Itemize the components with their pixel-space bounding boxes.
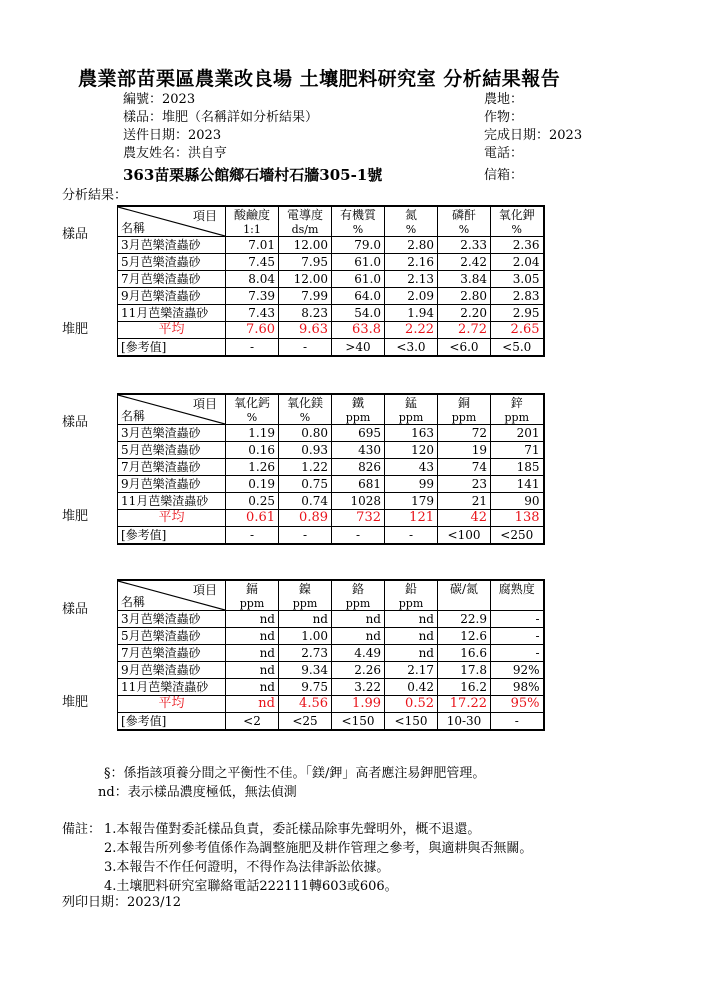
- side-label-compost-3: 堆肥: [62, 695, 89, 710]
- side-label-sample-3: 樣品: [62, 602, 89, 617]
- value-cell: 98%: [491, 679, 544, 696]
- column-header: 磷酐: [438, 206, 491, 223]
- value-cell: 141: [491, 476, 544, 493]
- corner-header: [118, 394, 226, 425]
- value-cell: 0.25: [226, 493, 279, 510]
- value-cell: 79.0: [332, 237, 385, 254]
- value-cell: 19: [438, 442, 491, 459]
- table-row: [118, 493, 544, 510]
- reference-value: <5.0: [491, 339, 544, 357]
- column-header: 鉻: [332, 580, 385, 597]
- value-cell: 61.0: [332, 254, 385, 271]
- column-header: 酸鹼度: [226, 206, 279, 223]
- table-row: [118, 611, 544, 628]
- table-row: [118, 476, 544, 493]
- print-date: 列印日期：2023/12: [62, 895, 182, 910]
- average-row: [118, 510, 544, 527]
- value-cell: 2.80: [438, 288, 491, 305]
- reference-value: <3.0: [385, 339, 438, 357]
- value-cell: nd: [332, 628, 385, 645]
- column-unit: %: [438, 223, 491, 237]
- value-cell: 12.6: [438, 628, 491, 645]
- value-cell: 4.49: [332, 645, 385, 662]
- value-cell: 12.00: [279, 237, 332, 254]
- remark-1: 1.本報告僅對委託樣品負責，委託樣品除事先聲明外，概不退還。: [104, 822, 481, 837]
- crop-field: 作物：: [484, 110, 524, 125]
- value-cell: 0.75: [279, 476, 332, 493]
- table-row: [118, 662, 544, 679]
- value-cell: 2.17: [385, 662, 438, 679]
- value-cell: 9.34: [279, 662, 332, 679]
- value-cell: 16.6: [438, 645, 491, 662]
- value-cell: nd: [385, 628, 438, 645]
- value-cell: 430: [332, 442, 385, 459]
- table-row: [118, 271, 544, 288]
- value-cell: 7.99: [279, 288, 332, 305]
- value-cell: 92%: [491, 662, 544, 679]
- column-unit: ppm: [385, 597, 438, 611]
- column-unit: ppm: [226, 597, 279, 611]
- value-cell: 681: [332, 476, 385, 493]
- value-cell: 179: [385, 493, 438, 510]
- average-label: 平均: [118, 510, 226, 527]
- table-row: [118, 425, 544, 442]
- column-header: 鎘: [226, 580, 279, 597]
- serial-number: 編號：2023: [123, 92, 196, 107]
- column-unit: %: [332, 223, 385, 237]
- value-cell: 7.01: [226, 237, 279, 254]
- value-cell: 3.22: [332, 679, 385, 696]
- column-unit: %: [226, 411, 279, 425]
- column-header: 氮: [385, 206, 438, 223]
- average-value: 0.61: [226, 510, 279, 527]
- sample-name: 11月芭樂渣蟲砂: [118, 305, 226, 322]
- column-header: 鎳: [279, 580, 332, 597]
- value-cell: 163: [385, 425, 438, 442]
- table-row: [118, 459, 544, 476]
- column-unit: %: [279, 411, 332, 425]
- sample-name: 5月芭樂渣蟲砂: [118, 254, 226, 271]
- column-header: 錳: [385, 394, 438, 411]
- value-cell: 185: [491, 459, 544, 476]
- column-unit: ppm: [438, 411, 491, 425]
- average-value: 121: [385, 510, 438, 527]
- value-cell: 3.05: [491, 271, 544, 288]
- column-header: 電導度: [279, 206, 332, 223]
- value-cell: nd: [226, 628, 279, 645]
- remark-4: 4.土壤肥料研究室聯絡電話222111轉603或606。: [104, 879, 398, 894]
- value-cell: 9.75: [279, 679, 332, 696]
- value-cell: 2.26: [332, 662, 385, 679]
- column-header: 氧化鈣: [226, 394, 279, 411]
- value-cell: 71: [491, 442, 544, 459]
- value-cell: 7.95: [279, 254, 332, 271]
- value-cell: 2.09: [385, 288, 438, 305]
- side-label-compost-1: 堆肥: [62, 322, 89, 337]
- reference-value: -: [491, 713, 544, 731]
- column-header: 鋅: [491, 394, 544, 411]
- average-value: 138: [491, 510, 544, 527]
- reference-value: -: [279, 339, 332, 357]
- reference-label: [參考值]: [118, 713, 226, 731]
- column-unit: %: [385, 223, 438, 237]
- sample-type: 樣品：堆肥（名稱詳如分析結果）: [123, 110, 319, 125]
- average-value: 42: [438, 510, 491, 527]
- value-cell: 2.33: [438, 237, 491, 254]
- sample-name: 7月芭樂渣蟲砂: [118, 645, 226, 662]
- average-value: 4.56: [279, 696, 332, 713]
- average-value: 0.89: [279, 510, 332, 527]
- table-row: [118, 645, 544, 662]
- value-cell: 7.39: [226, 288, 279, 305]
- side-label-sample-2: 樣品: [62, 415, 89, 430]
- value-cell: -: [491, 628, 544, 645]
- reference-label: [參考值]: [118, 339, 226, 357]
- column-unit: ppm: [385, 411, 438, 425]
- column-unit: ppm: [491, 411, 544, 425]
- column-unit: [438, 597, 491, 611]
- reference-value: <150: [385, 713, 438, 731]
- report-title: 農業部苗栗區農業改良場 土壤肥料研究室 分析結果報告: [78, 68, 561, 90]
- sample-name: 9月芭樂渣蟲砂: [118, 288, 226, 305]
- phone-field: 電話：: [484, 146, 524, 161]
- value-cell: 7.45: [226, 254, 279, 271]
- average-value: 1.99: [332, 696, 385, 713]
- reference-value: <2: [226, 713, 279, 731]
- value-cell: 54.0: [332, 305, 385, 322]
- value-cell: 2.20: [438, 305, 491, 322]
- average-label: 平均: [118, 696, 226, 713]
- value-cell: 12.00: [279, 271, 332, 288]
- column-header: 腐熟度: [491, 580, 544, 597]
- column-unit: %: [491, 223, 544, 237]
- value-cell: 1.94: [385, 305, 438, 322]
- table-row: [118, 442, 544, 459]
- value-cell: 0.80: [279, 425, 332, 442]
- average-value: 95%: [491, 696, 544, 713]
- reference-value: <6.0: [438, 339, 491, 357]
- reference-value: -: [226, 527, 279, 545]
- column-unit: [491, 597, 544, 611]
- column-header: 有機質: [332, 206, 385, 223]
- table-row: [118, 254, 544, 271]
- average-value: 9.63: [279, 322, 332, 339]
- value-cell: 99: [385, 476, 438, 493]
- reference-label: [參考值]: [118, 527, 226, 545]
- analysis-table-2: [117, 393, 545, 545]
- value-cell: 7.43: [226, 305, 279, 322]
- completion-date: 完成日期：2023: [484, 128, 583, 143]
- value-cell: 2.83: [491, 288, 544, 305]
- value-cell: 0.93: [279, 442, 332, 459]
- value-cell: 2.04: [491, 254, 544, 271]
- column-header: 鐵: [332, 394, 385, 411]
- sample-name: 11月芭樂渣蟲砂: [118, 493, 226, 510]
- value-cell: 8.04: [226, 271, 279, 288]
- corner-item-label: 項目: [192, 583, 217, 597]
- sample-name: 7月芭樂渣蟲砂: [118, 459, 226, 476]
- balance-note: §：係指該項養分間之平衡性不佳。「鎂/鉀」高者應注易鉀肥管理。: [104, 766, 486, 781]
- value-cell: 0.42: [385, 679, 438, 696]
- average-row: [118, 322, 544, 339]
- sample-name: 11月芭樂渣蟲砂: [118, 679, 226, 696]
- reference-value: <250: [491, 527, 544, 545]
- reference-value: -: [226, 339, 279, 357]
- sample-name: 7月芭樂渣蟲砂: [118, 271, 226, 288]
- sample-name: 5月芭樂渣蟲砂: [118, 442, 226, 459]
- corner-name-label: 名稱: [121, 221, 146, 235]
- value-cell: 3.84: [438, 271, 491, 288]
- reference-row: [118, 339, 544, 357]
- value-cell: 0.74: [279, 493, 332, 510]
- average-value: nd: [226, 696, 279, 713]
- table-row: [118, 288, 544, 305]
- value-cell: 2.36: [491, 237, 544, 254]
- value-cell: 1.26: [226, 459, 279, 476]
- average-value: 63.8: [332, 322, 385, 339]
- mailbox-field: 信箱：: [484, 168, 524, 183]
- side-label-compost-2: 堆肥: [62, 509, 89, 524]
- value-cell: nd: [226, 611, 279, 628]
- average-value: 2.65: [491, 322, 544, 339]
- farmer-address: 363苗栗縣公館鄉石墻村石牆305-1號: [123, 166, 383, 184]
- value-cell: nd: [226, 662, 279, 679]
- sample-name: 5月芭樂渣蟲砂: [118, 628, 226, 645]
- corner-name-label: 名稱: [121, 409, 146, 423]
- value-cell: 1.00: [279, 628, 332, 645]
- value-cell: 2.16: [385, 254, 438, 271]
- reference-value: <25: [279, 713, 332, 731]
- average-value: 7.60: [226, 322, 279, 339]
- reference-value: -: [279, 527, 332, 545]
- remark-2: 2.本報告所列參考值係作為調整施肥及耕作管理之參考，與適耕與否無關。: [104, 841, 533, 856]
- value-cell: 16.2: [438, 679, 491, 696]
- value-cell: 2.42: [438, 254, 491, 271]
- reference-value: 10-30: [438, 713, 491, 731]
- sample-name: 3月芭樂渣蟲砂: [118, 237, 226, 254]
- column-unit: ppm: [332, 597, 385, 611]
- value-cell: nd: [332, 611, 385, 628]
- value-cell: 2.95: [491, 305, 544, 322]
- reference-value: -: [385, 527, 438, 545]
- remarks-label: 備註：: [62, 822, 102, 837]
- column-unit: ds/m: [279, 223, 332, 237]
- farmer-name: 農友姓名：洪自亨: [123, 146, 228, 161]
- nd-note: nd：表示樣品濃度極低，無法偵測: [98, 785, 297, 800]
- average-value: 17.22: [438, 696, 491, 713]
- value-cell: 695: [332, 425, 385, 442]
- column-unit: ppm: [332, 411, 385, 425]
- average-value: 2.22: [385, 322, 438, 339]
- value-cell: 0.19: [226, 476, 279, 493]
- column-header: 銅: [438, 394, 491, 411]
- reference-value: >40: [332, 339, 385, 357]
- value-cell: 1028: [332, 493, 385, 510]
- land-field: 農地：: [484, 92, 524, 107]
- average-label: 平均: [118, 322, 226, 339]
- value-cell: 1.22: [279, 459, 332, 476]
- value-cell: 8.23: [279, 305, 332, 322]
- analysis-table-3: [117, 579, 545, 731]
- value-cell: 826: [332, 459, 385, 476]
- value-cell: 120: [385, 442, 438, 459]
- value-cell: -: [491, 611, 544, 628]
- table-row: [118, 237, 544, 254]
- column-unit: 1:1: [226, 223, 279, 237]
- value-cell: 21: [438, 493, 491, 510]
- remark-3: 3.本報告不作任何證明，不得作為法律訴訟依據。: [104, 860, 390, 875]
- value-cell: 22.9: [438, 611, 491, 628]
- corner-item-label: 項目: [192, 397, 217, 411]
- sample-name: 9月芭樂渣蟲砂: [118, 662, 226, 679]
- analysis-results-label: 分析結果：: [62, 188, 128, 203]
- value-cell: 74: [438, 459, 491, 476]
- value-cell: 2.13: [385, 271, 438, 288]
- sample-name: 3月芭樂渣蟲砂: [118, 425, 226, 442]
- value-cell: 64.0: [332, 288, 385, 305]
- reference-value: <150: [332, 713, 385, 731]
- value-cell: 2.80: [385, 237, 438, 254]
- table-row: [118, 305, 544, 322]
- value-cell: nd: [279, 611, 332, 628]
- analysis-table-1: [117, 205, 545, 357]
- value-cell: 43: [385, 459, 438, 476]
- average-value: 732: [332, 510, 385, 527]
- corner-header: [118, 206, 226, 237]
- column-header: 鉛: [385, 580, 438, 597]
- corner-item-label: 項目: [192, 209, 217, 223]
- value-cell: nd: [385, 611, 438, 628]
- value-cell: 201: [491, 425, 544, 442]
- reference-row: [118, 713, 544, 731]
- value-cell: 2.73: [279, 645, 332, 662]
- value-cell: nd: [226, 679, 279, 696]
- value-cell: 0.16: [226, 442, 279, 459]
- side-label-sample-1: 樣品: [62, 227, 89, 242]
- corner-name-label: 名稱: [121, 595, 146, 609]
- value-cell: 1.19: [226, 425, 279, 442]
- column-unit: ppm: [279, 597, 332, 611]
- sample-name: 3月芭樂渣蟲砂: [118, 611, 226, 628]
- column-header: 碳/氮: [438, 580, 491, 597]
- value-cell: 72: [438, 425, 491, 442]
- value-cell: nd: [385, 645, 438, 662]
- sent-date: 送件日期：2023: [123, 128, 222, 143]
- reference-value: <100: [438, 527, 491, 545]
- reference-row: [118, 527, 544, 545]
- value-cell: 90: [491, 493, 544, 510]
- reference-value: -: [332, 527, 385, 545]
- average-value: 0.52: [385, 696, 438, 713]
- value-cell: -: [491, 645, 544, 662]
- corner-header: [118, 580, 226, 611]
- table-row: [118, 628, 544, 645]
- average-row: [118, 696, 544, 713]
- column-header: 氧化鉀: [491, 206, 544, 223]
- sample-name: 9月芭樂渣蟲砂: [118, 476, 226, 493]
- value-cell: nd: [226, 645, 279, 662]
- average-value: 2.72: [438, 322, 491, 339]
- value-cell: 17.8: [438, 662, 491, 679]
- table-row: [118, 679, 544, 696]
- value-cell: 61.0: [332, 271, 385, 288]
- value-cell: 23: [438, 476, 491, 493]
- column-header: 氧化鎂: [279, 394, 332, 411]
